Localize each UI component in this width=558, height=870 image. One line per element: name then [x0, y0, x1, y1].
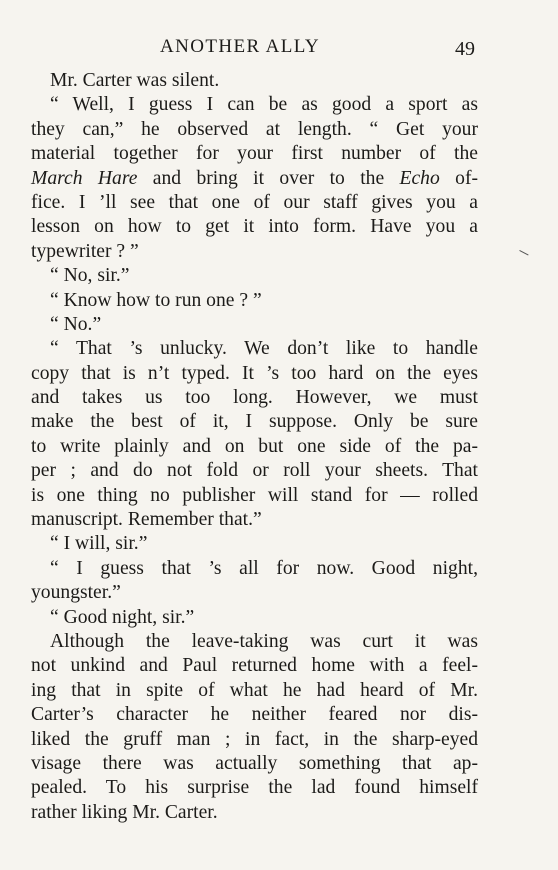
text-line: “ I guess that ’s all for now. Good night, — [50, 557, 478, 579]
margin-mark — [517, 250, 528, 259]
text-span: and bring it over to the — [137, 167, 400, 189]
text-line: ing that in spite of what he had heard of Mr. — [31, 679, 478, 701]
text-line: “ I will, sir.” — [50, 533, 148, 555]
text-line: “ No, sir.” — [50, 265, 130, 287]
text-line: not unkind and Paul returned home with a feel- — [31, 655, 478, 677]
text-line: Although the leave-taking was curt it was — [50, 630, 478, 652]
text-line: Mr. Carter was silent. — [50, 70, 220, 91]
text-line: to write plainly and on but one side of the pa- — [31, 435, 478, 457]
text-line: and takes us too long. However, we must — [31, 387, 478, 409]
text-line: is one thing no publisher will stand for — rolled — [31, 484, 478, 506]
text-line: liked the gruff man ; in fact, in the sharp-eyed — [31, 728, 478, 750]
text-line: make the best of it, I suppose. Only be sure — [31, 411, 478, 433]
text-line: per ; and do not fold or roll your sheets. That — [31, 460, 478, 482]
page-number: 49 — [455, 38, 475, 60]
text-line: manuscript. Remember that.” — [31, 509, 262, 531]
text-line: visage there was actually something that ap- — [31, 752, 478, 774]
body-text — [31, 69, 478, 825]
text-line: “ Know how to run one ? ” — [50, 289, 262, 311]
text-line: “ Good night, sir.” — [50, 606, 195, 628]
text-span: of- — [439, 167, 478, 189]
text-line: typewriter ? ” — [31, 240, 139, 262]
text-line: copy that is n’t typed. It ’s too hard on the eyes — [31, 362, 478, 384]
text-line: Carter’s character he neither feared nor dis- — [31, 704, 478, 726]
text-line: youngster.” — [31, 582, 121, 604]
text-line: “ No.” — [50, 313, 102, 335]
text-line: pealed. To his surprise the lad found himself — [31, 777, 478, 799]
text-line: lesson on how to get it into form. Have you a — [31, 216, 478, 238]
running-head — [0, 36, 558, 66]
italic-title: Echo — [399, 167, 440, 189]
text-line — [31, 167, 478, 191]
text-line: rather liking Mr. Carter. — [31, 801, 218, 823]
italic-title: March Hare — [31, 167, 138, 189]
text-line: material together for your first number of the — [31, 143, 478, 165]
text-line: “ That ’s unlucky. We don’t like to handle — [50, 338, 478, 360]
running-title: ANOTHER ALLY — [160, 36, 321, 57]
text-line: fice. I ’ll see that one of our staff gives you a — [31, 191, 478, 213]
text-line: they can,” he observed at length. “ Get your — [31, 118, 478, 140]
text-line: “ Well, I guess I can be as good a sport as — [50, 94, 478, 116]
